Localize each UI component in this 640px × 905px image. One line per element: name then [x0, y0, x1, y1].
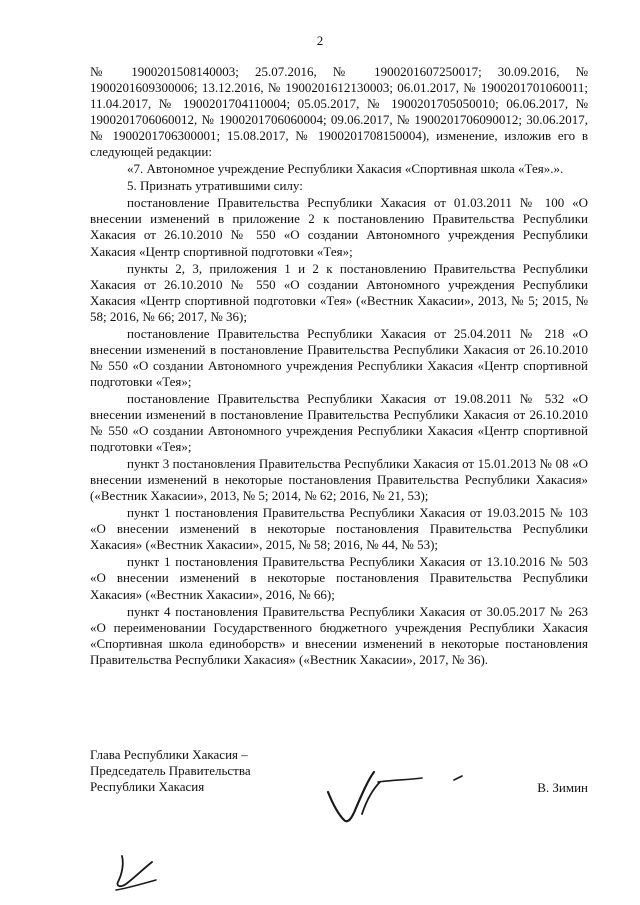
paragraph-repeal-item: постановление Правительства Республики Хакасия от 19.08.2011 № 532 «О внесении изменений в постановление Правительства Республики Хакасия от 26.10.2010 № 550 «О создании Автономного учреждения Республики Хакасия «Центр спортивной подготовки «Тея»; [90, 390, 588, 455]
paragraph-repeal-item: пункт 1 постановления Правительства Республики Хакасия от 13.10.2016 № 503 «О внесении изменений в некоторые постановления Правительства Республики Хакасия» («Вестник Хакасии», 2016, № 66); [90, 554, 588, 602]
paragraph-repeal-item: пункт 4 постановления Правительства Республики Хакасия от 30.05.2017 № 263 «О переименовании Государственного бюджетного учреждения Республики Хакасия «Спортивная школа единоборств» и внесении изменений в некоторые постановления Правительства Республики Хакасия» («Вестник Хакасии», 2017, № 36). [90, 603, 588, 667]
handwritten-initial [108, 850, 168, 895]
paragraph-repeal-item: пункт 3 постановления Правительства Республики Хакасия от 15.01.2013 № 08 «О внесении изменений в некоторые постановления Правительства Республики Хакасия» («Вестник Хакасии», 2013, № 5; 2014, № 62; 2016, № 21, 53); [90, 456, 588, 504]
signatory-title [90, 747, 251, 795]
paragraph-repeal-heading: 5. Признать утратившими силу: [127, 178, 303, 194]
signatory-title-line: Республики Хакасия [90, 779, 205, 794]
signatory-name: В. Зимин [537, 780, 588, 795]
paragraph-repeal-item: пункт 1 постановления Правительства Республики Хакасия от 19.03.2015 № 103 «О внесении изменений в некоторые постановления Правительства Республики Хакасия» («Вестник Хакасии», 2015, № 58; 2016, № 44, № 53); [90, 505, 588, 553]
document-body [90, 64, 588, 669]
paragraph-repeal-item: постановление Правительства Республики Хакасия от 25.04.2011 № 218 «О внесении изменений в постановление Правительства Республики Хакасия от 26.10.2010 № 550 «О создании Автономного учреждения Республики Хакасия «Центр спортивной подготовки «Тея»; [90, 325, 588, 389]
signatory-title-line: Председатель Правительства [90, 763, 251, 778]
page-number: 2 [316, 33, 324, 48]
paragraph-repeal-item: постановление Правительства Республики Хакасия от 01.03.2011 № 100 «О внесении изменений в приложение 2 к постановлению Правительства Республики Хакасия от 26.10.2010 № 550 «О создании Автономного учреждения Республики Хакасия «Центр спортивной подготовки «Тея»; [90, 195, 588, 259]
signatory-title-line: Глава Республики Хакасия – [90, 747, 248, 762]
paragraph-repeal-item: пункты 2, 3, приложения 1 и 2 к постановлению Правительства Республики Хакасия от 26.10.2010 № 550 «О создании Автономного учреждения Республики Хакасия «Центр спортивной подготовки «Тея» («Вестник Хакасии», 2013, № 5; 2015, № 58; 2016, № 66; 2017, № 36); [90, 260, 588, 324]
paragraph-registry-numbers: № 1900201508140003; 25.07.2016, № 1900201607250017; 30.09.2016, № 1900201609300006; 13.12.2016, № 1900201612130003; 06.01.2017, № 1900201701060011; 11.04.2017, № 1900201704110004; 05.05.2017, № 1900201705050010; 06.06.2017, № 1900201706060012, № 1900201706060004; 09.06.2017, № 1900201706090012; 30.06.2017, № 1900201706300001; 15.08.2017, № 1900201708150004), изменение, изложив его в следующей редакции: [90, 64, 588, 160]
paragraph-new-wording: «7. Автономное учреждение Республики Хакасия «Спортивная школа «Тея».». [127, 161, 564, 177]
handwritten-signature [322, 762, 472, 832]
